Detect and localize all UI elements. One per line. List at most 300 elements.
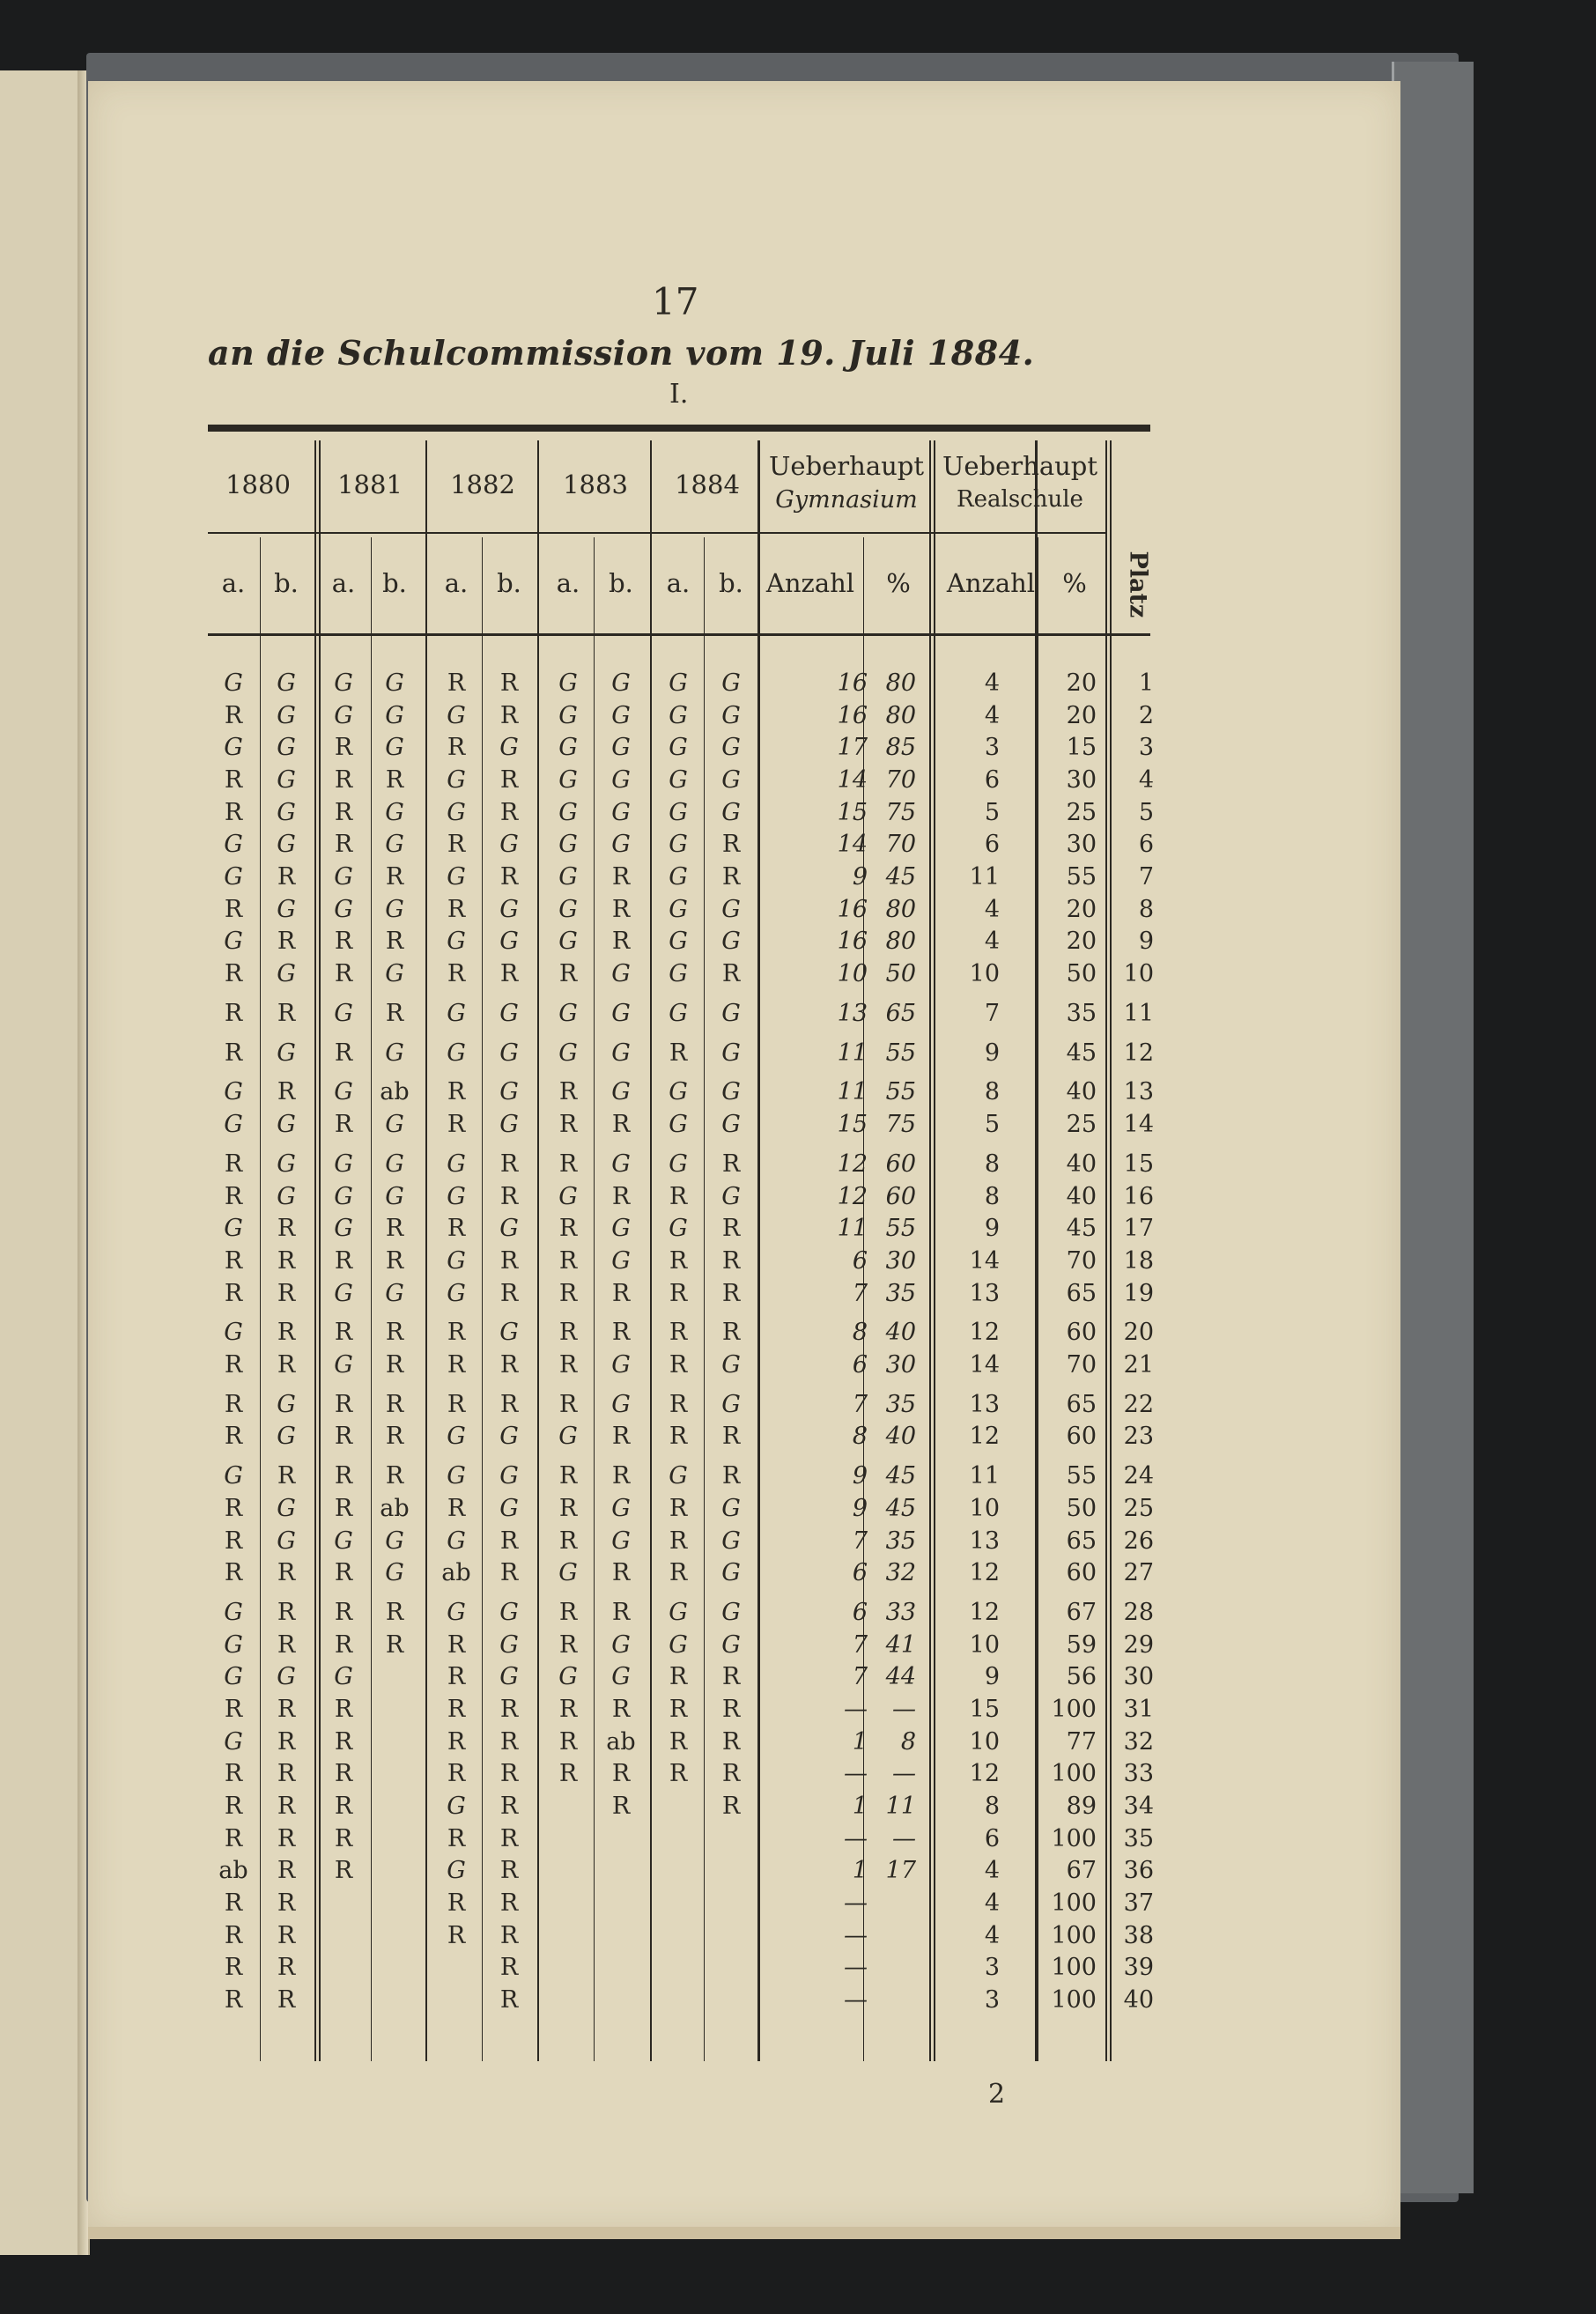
- grade-cell: R: [277, 1760, 296, 1788]
- grade-cell: G: [334, 701, 353, 729]
- platz-value: 23: [1123, 1423, 1154, 1451]
- gymnasium-count: 9: [852, 862, 868, 891]
- grade-cell: G: [385, 1111, 404, 1139]
- grade-cell: R: [669, 1246, 688, 1275]
- gymnasium-count: —: [844, 1954, 868, 1982]
- grade-cell: G: [721, 669, 741, 697]
- grade-cell: R: [558, 1527, 578, 1555]
- grade-cell: R: [558, 1215, 578, 1243]
- grade-cell: R: [385, 1215, 404, 1243]
- grade-cell: R: [558, 1727, 578, 1756]
- ab-subheader: a.: [666, 568, 691, 598]
- grade-cell: G: [499, 1078, 519, 1106]
- grade-cell: G: [558, 895, 578, 923]
- gymnasium-count: 7: [852, 1527, 868, 1555]
- grade-cell: G: [499, 1599, 519, 1627]
- gymnasium-percent: 80: [885, 701, 916, 729]
- grade-cell: R: [224, 1824, 243, 1852]
- grade-cell: R: [334, 831, 353, 859]
- gymnasium-count: 11: [837, 1039, 868, 1067]
- anzahl-header-gym: Anzahl: [765, 568, 855, 598]
- gymnasium-percent: 11: [885, 1793, 916, 1821]
- grade-cell: R: [558, 1279, 578, 1307]
- realschule-count: 11: [969, 862, 1000, 891]
- page-number: 17: [652, 280, 699, 323]
- grade-cell: G: [669, 895, 688, 923]
- grade-cell: G: [447, 928, 466, 956]
- realschule-count: 12: [969, 1760, 1000, 1788]
- gymnasium-percent: 45: [885, 862, 916, 891]
- grade-cell: G: [447, 1599, 466, 1627]
- grade-cell: R: [224, 1039, 243, 1067]
- grade-cell: R: [224, 895, 243, 923]
- grade-cell: G: [558, 999, 578, 1027]
- realschule-count: 3: [984, 1986, 1000, 2014]
- grade-cell: G: [669, 928, 688, 956]
- grade-cell: G: [499, 831, 519, 859]
- gymnasium-count: 6: [852, 1246, 868, 1275]
- grade-cell: R: [669, 1423, 688, 1451]
- grade-cell: R: [499, 1696, 519, 1724]
- grade-cell: G: [277, 1150, 296, 1178]
- platz-value: 2: [1138, 701, 1154, 729]
- grade-cell: G: [277, 798, 296, 826]
- grade-cell: R: [277, 1696, 296, 1724]
- grade-cell: R: [277, 1462, 296, 1490]
- platz-value: 37: [1123, 1889, 1154, 1917]
- realschule-count: 12: [969, 1599, 1000, 1627]
- realschule-count: 8: [984, 1150, 1000, 1178]
- grade-cell: R: [224, 1494, 243, 1522]
- realschule-count: 3: [984, 734, 1000, 762]
- grade-cell: R: [499, 1793, 519, 1821]
- grade-cell: G: [669, 669, 688, 697]
- grade-cell: G: [499, 734, 519, 762]
- grade-cell: G: [277, 1390, 296, 1418]
- realschule-percent: 56: [1066, 1663, 1097, 1691]
- realschule-count: 8: [984, 1078, 1000, 1106]
- grade-cell: G: [611, 798, 631, 826]
- grade-cell: ab: [441, 1559, 471, 1587]
- grade-cell: R: [721, 959, 741, 987]
- grade-cell: G: [558, 798, 578, 826]
- grade-cell: R: [499, 862, 519, 891]
- grade-cell: G: [277, 1423, 296, 1451]
- realschule-count: 13: [969, 1527, 1000, 1555]
- gymnasium-percent: 60: [885, 1150, 916, 1178]
- grade-cell: G: [499, 1111, 519, 1139]
- anzahl-header-real: Anzahl: [946, 568, 1036, 598]
- realschule-count: 8: [984, 1182, 1000, 1210]
- grade-cell: R: [669, 1527, 688, 1555]
- gymnasium-count: 1: [852, 1793, 868, 1821]
- grade-cell: R: [558, 1246, 578, 1275]
- grade-cell: R: [385, 1319, 404, 1347]
- grade-cell: G: [669, 1111, 688, 1139]
- gymnasium-count: 6: [852, 1559, 868, 1587]
- gymnasium-count: —: [844, 1824, 868, 1852]
- grade-cell: R: [385, 1246, 404, 1275]
- realschule-count: 4: [984, 701, 1000, 729]
- realschule-count: 4: [984, 1889, 1000, 1917]
- gymnasium-percent: 17: [885, 1857, 916, 1885]
- grade-cell: G: [447, 1793, 466, 1821]
- grade-cell: G: [669, 765, 688, 794]
- realschule-count: 3: [984, 1954, 1000, 1982]
- platz-value: 4: [1138, 765, 1154, 794]
- grade-cell: R: [334, 1793, 353, 1821]
- grade-cell: R: [558, 1350, 578, 1379]
- grade-cell: R: [277, 1559, 296, 1587]
- realschule-count: 9: [984, 1663, 1000, 1691]
- ab-subheader: a.: [331, 568, 356, 598]
- grade-cell: G: [499, 1039, 519, 1067]
- grade-cell: R: [611, 895, 631, 923]
- grade-cell: G: [334, 862, 353, 891]
- grade-cell: R: [447, 1494, 466, 1522]
- grade-cell: R: [721, 1663, 741, 1691]
- gymnasium-count: 11: [837, 1078, 868, 1106]
- grade-cell: R: [611, 1182, 631, 1210]
- grade-cell: R: [669, 1182, 688, 1210]
- grade-cell: R: [499, 1527, 519, 1555]
- grade-cell: G: [334, 1150, 353, 1178]
- grade-cell: G: [447, 1857, 466, 1885]
- grade-cell: R: [447, 831, 466, 859]
- gymnasium-percent: 85: [885, 734, 916, 762]
- realschule-count: 6: [984, 831, 1000, 859]
- grade-cell: R: [611, 1559, 631, 1587]
- grade-cell: R: [447, 1727, 466, 1756]
- realschule-percent: 77: [1066, 1727, 1097, 1756]
- subcolumn-rule-2: [482, 537, 483, 2061]
- year-header: 1882: [450, 469, 515, 499]
- grade-cell: G: [224, 669, 243, 697]
- grade-cell: G: [385, 1039, 404, 1067]
- grade-cell: G: [611, 765, 631, 794]
- grade-cell: R: [277, 1824, 296, 1852]
- grade-cell: G: [611, 1039, 631, 1067]
- grade-cell: G: [224, 1319, 243, 1347]
- realschule-percent: 65: [1066, 1527, 1097, 1555]
- grade-cell: G: [611, 1150, 631, 1178]
- realschule-percent: 20: [1066, 701, 1097, 729]
- grade-cell: R: [558, 1696, 578, 1724]
- grade-cell: R: [499, 1986, 519, 2014]
- grade-cell: G: [277, 1039, 296, 1067]
- grade-cell: G: [669, 1078, 688, 1106]
- grade-cell: G: [277, 1663, 296, 1691]
- grade-cell: R: [611, 1462, 631, 1490]
- grade-cell: G: [385, 669, 404, 697]
- grade-cell: G: [499, 1494, 519, 1522]
- gymnasium-percent: 35: [885, 1390, 916, 1418]
- grade-cell: G: [385, 734, 404, 762]
- grade-cell: G: [611, 1246, 631, 1275]
- grade-cell: G: [721, 999, 741, 1027]
- grade-cell: R: [277, 1889, 296, 1917]
- gymnasium-percent: 80: [885, 895, 916, 923]
- realschule-percent: 65: [1066, 1390, 1097, 1418]
- realschule-percent: 89: [1066, 1793, 1097, 1821]
- platz-value: 32: [1123, 1727, 1154, 1756]
- grade-cell: R: [669, 1760, 688, 1788]
- grade-cell: G: [499, 1319, 519, 1347]
- subcolumn-rule-3: [594, 537, 595, 2061]
- grade-cell: R: [277, 1727, 296, 1756]
- platz-value: 6: [1138, 831, 1154, 859]
- grade-cell: R: [334, 1824, 353, 1852]
- column-rule-0: [314, 440, 316, 2061]
- gymnasium-percent: 8: [900, 1727, 916, 1756]
- grade-cell: R: [721, 1727, 741, 1756]
- grade-cell: R: [277, 1319, 296, 1347]
- grade-cell: R: [447, 1696, 466, 1724]
- gymnasium-count: 1: [852, 1857, 868, 1885]
- column-rule-6: [929, 440, 931, 2061]
- grade-cell: R: [447, 959, 466, 987]
- realschule-count: 14: [969, 1246, 1000, 1275]
- realschule-percent: 100: [1051, 1954, 1097, 1982]
- realschule-count: 10: [969, 1630, 1000, 1659]
- platz-value: 40: [1123, 1986, 1154, 2014]
- platz-value: 17: [1123, 1215, 1154, 1243]
- realschule-percent: 20: [1066, 895, 1097, 923]
- realschule-percent: 30: [1066, 765, 1097, 794]
- grade-cell: R: [334, 1462, 353, 1490]
- gymnasium-count: 15: [837, 1111, 868, 1139]
- gymnasium-percent: 80: [885, 928, 916, 956]
- gymnasium-count: 7: [852, 1279, 868, 1307]
- grade-cell: R: [447, 895, 466, 923]
- platz-value: 33: [1123, 1760, 1154, 1788]
- grade-cell: R: [334, 1319, 353, 1347]
- grade-cell: G: [721, 1494, 741, 1522]
- column-rule-5: [757, 440, 760, 2061]
- gymnasium-percent: 55: [885, 1215, 916, 1243]
- grade-cell: R: [499, 1921, 519, 1949]
- grade-cell: G: [669, 1630, 688, 1659]
- grade-cell: R: [611, 862, 631, 891]
- platz-header: Platz: [1124, 551, 1152, 618]
- realschule-percent: 50: [1066, 959, 1097, 987]
- grade-cell: R: [385, 765, 404, 794]
- realschule-percent: 100: [1051, 1921, 1097, 1949]
- platz-value: 14: [1123, 1111, 1154, 1139]
- grade-cell: G: [224, 1215, 243, 1243]
- realschule-count: 4: [984, 895, 1000, 923]
- grade-cell: R: [669, 1696, 688, 1724]
- grade-cell: G: [447, 1150, 466, 1178]
- grade-cell: R: [224, 798, 243, 826]
- platz-value: 39: [1123, 1954, 1154, 1982]
- gymnasium-percent: 32: [885, 1559, 916, 1587]
- gymnasium-percent: 45: [885, 1462, 916, 1490]
- grade-cell: R: [499, 1760, 519, 1788]
- realschule-count: 9: [984, 1039, 1000, 1067]
- grade-cell: R: [499, 959, 519, 987]
- grade-cell: R: [558, 1630, 578, 1659]
- grade-cell: G: [611, 1390, 631, 1418]
- grade-cell: R: [224, 1793, 243, 1821]
- realschule-count: 12: [969, 1319, 1000, 1347]
- page-heading: an die Schulcommission vom 19. Juli 1884.: [208, 333, 1035, 373]
- grade-cell: R: [721, 1246, 741, 1275]
- grade-cell: R: [721, 831, 741, 859]
- grade-cell: G: [447, 862, 466, 891]
- grade-cell: G: [611, 669, 631, 697]
- gymnasium-percent: 55: [885, 1039, 916, 1067]
- realschule-count: 6: [984, 1824, 1000, 1852]
- grade-cell: G: [385, 1150, 404, 1178]
- platz-value: 8: [1138, 895, 1154, 923]
- platz-value: 22: [1123, 1390, 1154, 1418]
- ab-subheader: b.: [382, 568, 407, 598]
- grade-cell: R: [447, 1078, 466, 1106]
- grade-cell: G: [224, 862, 243, 891]
- gymnasium-count: 1: [852, 1727, 868, 1756]
- grade-cell: ab: [218, 1857, 248, 1885]
- grade-cell: R: [334, 928, 353, 956]
- gymnasium-percent: 70: [885, 831, 916, 859]
- grade-cell: R: [385, 928, 404, 956]
- realschule-count: 5: [984, 798, 1000, 826]
- grade-cell: R: [499, 1857, 519, 1885]
- realschule-percent: 20: [1066, 669, 1097, 697]
- grade-cell: R: [499, 1824, 519, 1852]
- realschule-percent: 20: [1066, 928, 1097, 956]
- grade-cell: R: [385, 1423, 404, 1451]
- gymnasium-percent: 70: [885, 765, 916, 794]
- grade-cell: G: [669, 734, 688, 762]
- gymnasium-count: 13: [837, 999, 868, 1027]
- cover-spine-edge: [1392, 62, 1474, 2193]
- grade-cell: R: [224, 1246, 243, 1275]
- grade-cell: R: [224, 1954, 243, 1982]
- grade-cell: R: [558, 1390, 578, 1418]
- grade-cell: R: [277, 999, 296, 1027]
- grade-cell: R: [224, 1150, 243, 1178]
- gymnasium-count: 16: [837, 928, 868, 956]
- grade-cell: R: [499, 765, 519, 794]
- grade-cell: G: [669, 1215, 688, 1243]
- realschule-percent: 55: [1066, 1462, 1097, 1490]
- grade-cell: R: [499, 1279, 519, 1307]
- grade-cell: R: [277, 1793, 296, 1821]
- platz-value: 25: [1123, 1494, 1154, 1522]
- grade-cell: R: [447, 1215, 466, 1243]
- grade-cell: R: [499, 1727, 519, 1756]
- grade-cell: R: [611, 1793, 631, 1821]
- gymnasium-count: 14: [837, 765, 868, 794]
- gymnasium-header-title: Ueberhaupt: [768, 451, 925, 481]
- grade-cell: G: [611, 1630, 631, 1659]
- grade-cell: G: [224, 1078, 243, 1106]
- gymnasium-percent: 41: [885, 1630, 916, 1659]
- grade-cell: R: [447, 1319, 466, 1347]
- grade-cell: G: [334, 669, 353, 697]
- grade-cell: G: [334, 1279, 353, 1307]
- grade-cell: G: [721, 734, 741, 762]
- grade-cell: G: [385, 1527, 404, 1555]
- realschule-percent: 50: [1066, 1494, 1097, 1522]
- gymnasium-count: 7: [852, 1390, 868, 1418]
- grade-cell: R: [558, 1599, 578, 1627]
- realschule-percent: 30: [1066, 831, 1097, 859]
- realschule-percent: 40: [1066, 1150, 1097, 1178]
- grade-cell: G: [277, 831, 296, 859]
- grade-cell: G: [558, 1182, 578, 1210]
- grade-cell: G: [499, 1215, 519, 1243]
- grade-cell: R: [385, 1462, 404, 1490]
- realschule-count: 8: [984, 1793, 1000, 1821]
- grade-cell: G: [224, 1462, 243, 1490]
- grade-cell: G: [721, 1527, 741, 1555]
- realschule-count: 13: [969, 1390, 1000, 1418]
- gymnasium-count: 7: [852, 1663, 868, 1691]
- platz-value: 7: [1138, 862, 1154, 891]
- ab-subheader: b.: [609, 568, 633, 598]
- grade-cell: G: [447, 1423, 466, 1451]
- grade-cell: G: [499, 1630, 519, 1659]
- grade-cell: R: [334, 1246, 353, 1275]
- grade-cell: R: [499, 1246, 519, 1275]
- grade-cell: G: [669, 1150, 688, 1178]
- gymnasium-count: 8: [852, 1319, 868, 1347]
- platz-value: 34: [1123, 1793, 1154, 1821]
- grade-cell: G: [721, 1078, 741, 1106]
- grade-cell: R: [447, 734, 466, 762]
- realschule-percent: 40: [1066, 1078, 1097, 1106]
- platz-value: 36: [1123, 1857, 1154, 1885]
- realschule-percent: 25: [1066, 798, 1097, 826]
- grade-cell: G: [277, 959, 296, 987]
- grade-cell: G: [277, 669, 296, 697]
- grade-cell: R: [224, 1182, 243, 1210]
- gymnasium-count: 10: [837, 959, 868, 987]
- grade-cell: G: [447, 999, 466, 1027]
- realschule-percent: 60: [1066, 1559, 1097, 1587]
- grade-cell: G: [669, 1462, 688, 1490]
- gymnasium-percent: 65: [885, 999, 916, 1027]
- realschule-percent: 100: [1051, 1986, 1097, 2014]
- realschule-percent: 100: [1051, 1760, 1097, 1788]
- grade-cell: G: [558, 862, 578, 891]
- gymnasium-percent: 35: [885, 1279, 916, 1307]
- gymnasium-count: 12: [837, 1182, 868, 1210]
- gymnasium-percent: 75: [885, 1111, 916, 1139]
- gymnasium-count: —: [844, 1696, 868, 1724]
- gymnasium-count: —: [844, 1986, 868, 2014]
- grade-cell: R: [224, 765, 243, 794]
- grade-cell: R: [611, 1760, 631, 1788]
- year-header: 1883: [563, 469, 628, 499]
- gymnasium-count: 12: [837, 1150, 868, 1178]
- grade-cell: G: [385, 1559, 404, 1587]
- subcolumn-rule-4: [704, 537, 705, 2061]
- grade-cell: R: [721, 1423, 741, 1451]
- grade-cell: R: [334, 765, 353, 794]
- grade-cell: R: [277, 1246, 296, 1275]
- realschule-percent: 100: [1051, 1696, 1097, 1724]
- realschule-count: 15: [969, 1696, 1000, 1724]
- gymnasium-header-subtitle: Gymnasium: [775, 486, 918, 514]
- grade-cell: R: [224, 1921, 243, 1949]
- grade-cell: G: [721, 1350, 741, 1379]
- grade-cell: R: [611, 1319, 631, 1347]
- grade-cell: G: [611, 1663, 631, 1691]
- grade-cell: R: [334, 1630, 353, 1659]
